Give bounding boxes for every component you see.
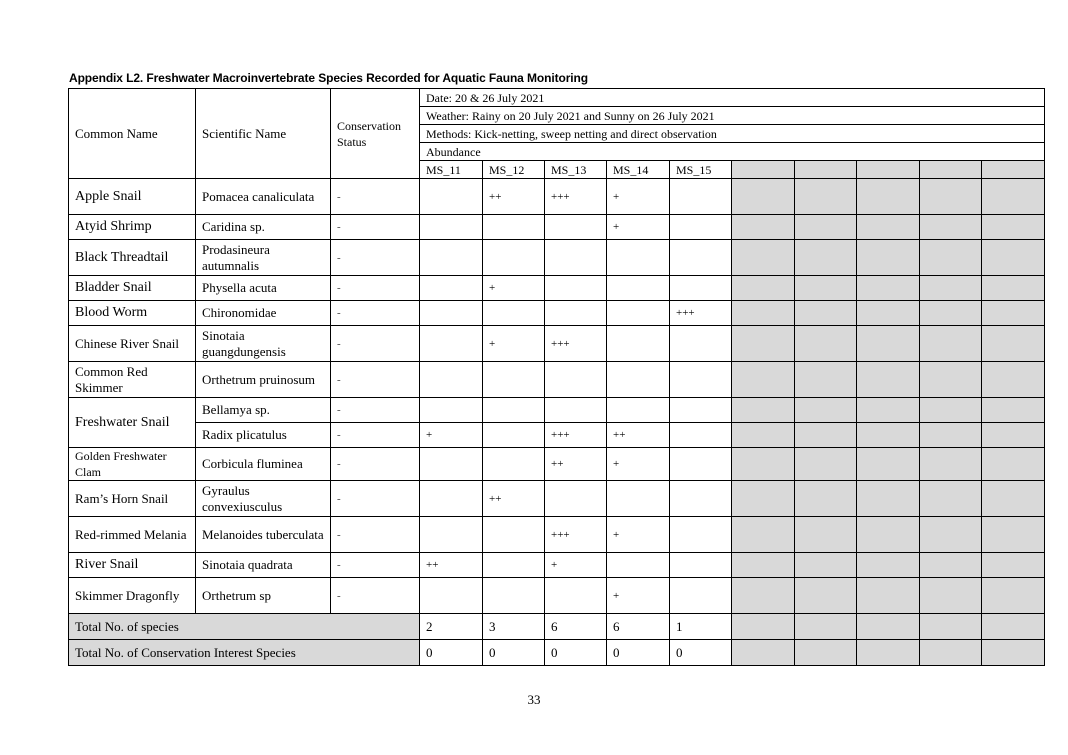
empty-gray-cell (857, 448, 920, 481)
total-species-value: 2 (420, 614, 483, 640)
empty-gray-cell (982, 578, 1045, 614)
empty-gray-cell (795, 423, 857, 448)
abundance-cell (420, 276, 483, 301)
abundance-cell (670, 276, 732, 301)
scientific-name-cell: Chironomidae (196, 301, 331, 326)
abundance-cell (670, 517, 732, 553)
total-species-value: 6 (607, 614, 670, 640)
abundance-cell (545, 362, 607, 398)
scientific-name-cell: Corbicula fluminea (196, 448, 331, 481)
site-header: MS_13 (545, 161, 607, 179)
abundance-cell: ++ (420, 553, 483, 578)
header-methods: Methods: Kick-netting, sweep netting and direct observation (420, 125, 1045, 143)
common-name-cell: Common Red Skimmer (69, 362, 196, 398)
empty-gray-cell (857, 362, 920, 398)
scientific-name-cell: Sinotaia guangdungensis (196, 326, 331, 362)
abundance-cell: ++ (607, 423, 670, 448)
species-row (69, 326, 1045, 362)
common-name-cell: Blood Worm (69, 301, 196, 326)
species-row (69, 215, 1045, 240)
empty-gray-cell (732, 215, 795, 240)
abundance-cell (420, 398, 483, 423)
species-row (69, 179, 1045, 215)
abundance-cell (670, 553, 732, 578)
empty-gray-cell (982, 423, 1045, 448)
abundance-cell (607, 398, 670, 423)
abundance-cell (545, 578, 607, 614)
empty-gray-cell (857, 215, 920, 240)
abundance-cell: +++ (545, 423, 607, 448)
common-name-cell: Skimmer Dragonfly (69, 578, 196, 614)
abundance-cell (545, 301, 607, 326)
abundance-cell: +++ (670, 301, 732, 326)
empty-gray-cell (920, 276, 982, 301)
empty-gray-cell (732, 179, 795, 215)
abundance-cell: + (607, 448, 670, 481)
species-row (69, 448, 1045, 481)
header-common-name: Common Name (69, 89, 196, 179)
empty-gray-cell (982, 179, 1045, 215)
scientific-name-cell: Orthetrum pruinosum (196, 362, 331, 398)
conservation-status-cell: - (331, 179, 420, 215)
empty-gray-cell (857, 398, 920, 423)
empty-gray-cell (732, 240, 795, 276)
empty-gray-cell (857, 326, 920, 362)
empty-gray-cell (920, 578, 982, 614)
abundance-cell (670, 215, 732, 240)
abundance-cell (420, 517, 483, 553)
conservation-status-cell: - (331, 276, 420, 301)
abundance-cell: + (483, 326, 545, 362)
abundance-cell (483, 517, 545, 553)
abundance-cell (483, 362, 545, 398)
empty-gray-cell (920, 614, 982, 640)
total-conservation-value: 0 (483, 640, 545, 666)
common-name-cell: Red-rimmed Melania (69, 517, 196, 553)
abundance-cell: + (545, 553, 607, 578)
abundance-cell (607, 276, 670, 301)
abundance-cell (420, 578, 483, 614)
empty-gray-cell (795, 161, 857, 179)
conservation-status-cell: - (331, 362, 420, 398)
empty-gray-cell (795, 614, 857, 640)
empty-gray-cell (982, 553, 1045, 578)
species-row (69, 301, 1045, 326)
appendix-title: Appendix L2. Freshwater Macroinvertebrate Species Recorded for Aquatic Fauna Monitoring (69, 71, 588, 85)
empty-gray-cell (732, 614, 795, 640)
total-conservation-value: 0 (420, 640, 483, 666)
empty-gray-cell (732, 578, 795, 614)
empty-gray-cell (920, 240, 982, 276)
abundance-cell (607, 240, 670, 276)
abundance-cell (545, 276, 607, 301)
common-name-cell: Ram’s Horn Snail (69, 481, 196, 517)
abundance-cell (670, 240, 732, 276)
scientific-name-cell: Gyraulus convexiusculus (196, 481, 331, 517)
abundance-cell (483, 215, 545, 240)
abundance-cell: + (420, 423, 483, 448)
total-conservation-value: 0 (670, 640, 732, 666)
empty-gray-cell (732, 161, 795, 179)
empty-gray-cell (982, 161, 1045, 179)
scientific-name-cell: Orthetrum sp (196, 578, 331, 614)
abundance-cell (545, 398, 607, 423)
empty-gray-cell (732, 481, 795, 517)
empty-gray-cell (982, 448, 1045, 481)
empty-gray-cell (732, 301, 795, 326)
empty-gray-cell (732, 276, 795, 301)
abundance-cell (545, 481, 607, 517)
empty-gray-cell (982, 215, 1045, 240)
empty-gray-cell (732, 423, 795, 448)
empty-gray-cell (920, 362, 982, 398)
empty-gray-cell (857, 553, 920, 578)
total-species-value: 6 (545, 614, 607, 640)
empty-gray-cell (920, 423, 982, 448)
total-species-value: 1 (670, 614, 732, 640)
abundance-cell (483, 423, 545, 448)
common-name-cell: Golden Freshwater Clam (69, 448, 196, 481)
abundance-cell (670, 448, 732, 481)
abundance-cell (420, 240, 483, 276)
empty-gray-cell (857, 161, 920, 179)
abundance-cell (670, 423, 732, 448)
header-scientific-name: Scientific Name (196, 89, 331, 179)
empty-gray-cell (920, 179, 982, 215)
species-row (69, 553, 1045, 578)
empty-gray-cell (795, 362, 857, 398)
abundance-cell (483, 448, 545, 481)
common-name-cell: Apple Snail (69, 179, 196, 215)
empty-gray-cell (857, 301, 920, 326)
empty-gray-cell (920, 301, 982, 326)
empty-gray-cell (795, 301, 857, 326)
scientific-name-cell: Physella acuta (196, 276, 331, 301)
common-name-cell: Bladder Snail (69, 276, 196, 301)
empty-gray-cell (795, 578, 857, 614)
conservation-status-cell: - (331, 301, 420, 326)
abundance-cell (670, 578, 732, 614)
empty-gray-cell (795, 517, 857, 553)
empty-gray-cell (857, 240, 920, 276)
species-row (69, 517, 1045, 553)
conservation-status-cell: - (331, 398, 420, 423)
header-conservation-status: Conservation Status (331, 89, 420, 179)
abundance-cell (670, 362, 732, 398)
abundance-cell: ++ (483, 481, 545, 517)
site-header: MS_15 (670, 161, 732, 179)
empty-gray-cell (795, 179, 857, 215)
empty-gray-cell (982, 398, 1045, 423)
abundance-cell (420, 179, 483, 215)
abundance-cell: ++ (545, 448, 607, 481)
empty-gray-cell (795, 481, 857, 517)
abundance-cell (607, 362, 670, 398)
abundance-cell (483, 553, 545, 578)
empty-gray-cell (795, 326, 857, 362)
empty-gray-cell (732, 326, 795, 362)
scientific-name-cell: Prodasineura autumnalis (196, 240, 331, 276)
abundance-cell (670, 398, 732, 423)
empty-gray-cell (982, 326, 1045, 362)
empty-gray-cell (982, 301, 1045, 326)
species-row (69, 398, 1045, 423)
empty-gray-cell (795, 398, 857, 423)
species-row (69, 276, 1045, 301)
empty-gray-cell (857, 578, 920, 614)
conservation-status-cell: - (331, 553, 420, 578)
common-name-cell: Freshwater Snail (69, 398, 196, 448)
abundance-cell (420, 362, 483, 398)
abundance-cell (670, 481, 732, 517)
abundance-cell: +++ (545, 179, 607, 215)
empty-gray-cell (732, 398, 795, 423)
abundance-cell (420, 326, 483, 362)
empty-gray-cell (795, 553, 857, 578)
total-conservation-value: 0 (545, 640, 607, 666)
empty-gray-cell (857, 179, 920, 215)
empty-gray-cell (857, 423, 920, 448)
species-row (69, 578, 1045, 614)
total-species-label: Total No. of species (69, 614, 420, 640)
abundance-cell (670, 179, 732, 215)
abundance-cell: + (483, 276, 545, 301)
abundance-cell: +++ (545, 517, 607, 553)
abundance-cell (545, 215, 607, 240)
empty-gray-cell (795, 276, 857, 301)
empty-gray-cell (732, 362, 795, 398)
common-name-cell: River Snail (69, 553, 196, 578)
abundance-cell (483, 398, 545, 423)
abundance-cell (483, 240, 545, 276)
common-name-cell: Atyid Shrimp (69, 215, 196, 240)
total-conservation-label: Total No. of Conservation Interest Species (69, 640, 420, 666)
scientific-name-cell: Bellamya sp. (196, 398, 331, 423)
abundance-cell (607, 481, 670, 517)
species-table (68, 88, 1045, 666)
empty-gray-cell (920, 553, 982, 578)
empty-gray-cell (920, 398, 982, 423)
empty-gray-cell (857, 640, 920, 666)
abundance-cell (483, 578, 545, 614)
header-date: Date: 20 & 26 July 2021 (420, 89, 1045, 107)
total-conservation-value: 0 (607, 640, 670, 666)
empty-gray-cell (920, 448, 982, 481)
conservation-status-cell: - (331, 517, 420, 553)
empty-gray-cell (982, 481, 1045, 517)
page-number: 33 (527, 692, 541, 707)
site-header: MS_14 (607, 161, 670, 179)
common-name-cell: Chinese River Snail (69, 326, 196, 362)
empty-gray-cell (857, 517, 920, 553)
species-row (69, 481, 1045, 517)
species-row (69, 240, 1045, 276)
total-species-value: 3 (483, 614, 545, 640)
abundance-cell (483, 301, 545, 326)
abundance-cell: +++ (545, 326, 607, 362)
empty-gray-cell (795, 240, 857, 276)
empty-gray-cell (732, 553, 795, 578)
abundance-cell (420, 215, 483, 240)
conservation-status-cell: - (331, 448, 420, 481)
scientific-name-cell: Radix plicatulus (196, 423, 331, 448)
abundance-cell (670, 326, 732, 362)
empty-gray-cell (920, 481, 982, 517)
empty-gray-cell (857, 276, 920, 301)
empty-gray-cell (795, 640, 857, 666)
abundance-cell (420, 481, 483, 517)
abundance-cell (607, 326, 670, 362)
header-weather: Weather: Rainy on 20 July 2021 and Sunny on 26 July 2021 (420, 107, 1045, 125)
species-row (69, 423, 1045, 448)
abundance-cell (607, 553, 670, 578)
conservation-status-cell: - (331, 481, 420, 517)
abundance-cell (420, 301, 483, 326)
conservation-status-cell: - (331, 326, 420, 362)
empty-gray-cell (732, 640, 795, 666)
scientific-name-cell: Pomacea canaliculata (196, 179, 331, 215)
abundance-cell (420, 448, 483, 481)
abundance-cell (545, 240, 607, 276)
empty-gray-cell (920, 161, 982, 179)
empty-gray-cell (920, 215, 982, 240)
scientific-name-cell: Sinotaia quadrata (196, 553, 331, 578)
empty-gray-cell (795, 448, 857, 481)
abundance-cell: + (607, 179, 670, 215)
conservation-status-cell: - (331, 240, 420, 276)
empty-gray-cell (982, 240, 1045, 276)
empty-gray-cell (857, 614, 920, 640)
header-abundance: Abundance (420, 143, 1045, 161)
conservation-status-cell: - (331, 578, 420, 614)
empty-gray-cell (857, 481, 920, 517)
conservation-status-cell: - (331, 423, 420, 448)
site-header: MS_11 (420, 161, 483, 179)
abundance-cell: + (607, 517, 670, 553)
empty-gray-cell (920, 326, 982, 362)
abundance-cell: + (607, 578, 670, 614)
empty-gray-cell (920, 640, 982, 666)
empty-gray-cell (982, 276, 1045, 301)
scientific-name-cell: Melanoides tuberculata (196, 517, 331, 553)
empty-gray-cell (732, 517, 795, 553)
empty-gray-cell (982, 614, 1045, 640)
common-name-cell: Black Threadtail (69, 240, 196, 276)
conservation-status-cell: - (331, 215, 420, 240)
empty-gray-cell (982, 362, 1045, 398)
empty-gray-cell (920, 517, 982, 553)
species-row (69, 362, 1045, 398)
empty-gray-cell (982, 517, 1045, 553)
abundance-cell (607, 301, 670, 326)
empty-gray-cell (732, 448, 795, 481)
site-header: MS_12 (483, 161, 545, 179)
scientific-name-cell: Caridina sp. (196, 215, 331, 240)
empty-gray-cell (795, 215, 857, 240)
abundance-cell: + (607, 215, 670, 240)
abundance-cell: ++ (483, 179, 545, 215)
empty-gray-cell (982, 640, 1045, 666)
